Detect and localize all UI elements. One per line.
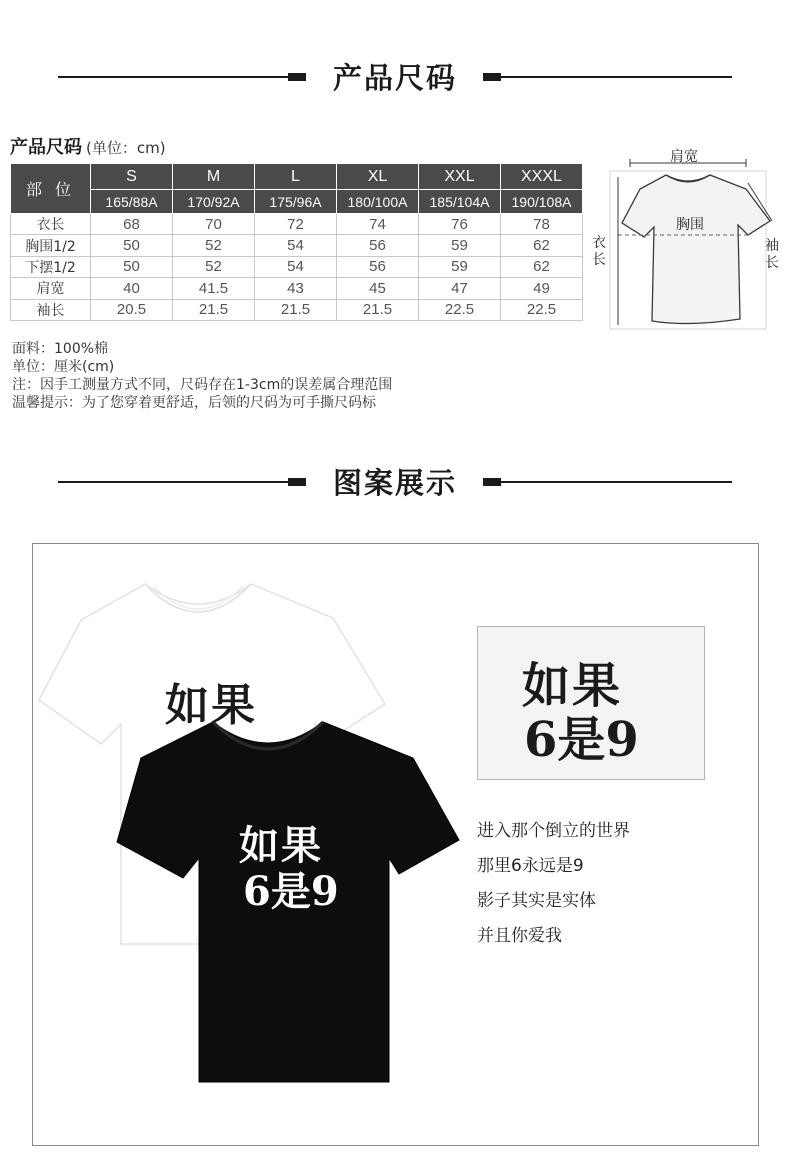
size-header-row <box>11 164 583 190</box>
table-cell: 21.5 <box>337 299 419 320</box>
tshirt-outline-icon <box>588 143 788 343</box>
poem-line: 进入那个倒立的世界 <box>477 821 630 841</box>
poem-line: 那里6永远是9 <box>477 856 584 876</box>
table-cell: 50 <box>91 235 173 256</box>
table-row <box>11 256 583 277</box>
length-label-2: 长 <box>592 252 606 268</box>
row-label: 胸围1/2 <box>11 235 91 256</box>
table-cell: 78 <box>501 214 583 235</box>
divider-dash-left <box>288 478 306 486</box>
table-cell: 50 <box>91 256 173 277</box>
divider-dash-left <box>288 73 306 81</box>
closeup-line2: 6是9 <box>524 712 639 768</box>
black-shirt-print-line1: 如果 <box>239 822 323 869</box>
size-name: XXL <box>419 164 501 190</box>
size-name: XL <box>337 164 419 190</box>
table-cell: 70 <box>173 214 255 235</box>
size-name: L <box>255 164 337 190</box>
divider-right <box>500 481 732 483</box>
table-row <box>11 299 583 320</box>
size-spec: 185/104A <box>419 190 501 214</box>
row-label: 下摆1/2 <box>11 256 91 277</box>
product-poem <box>477 814 630 954</box>
table-cell: 41.5 <box>173 278 255 299</box>
table-cell: 21.5 <box>255 299 337 320</box>
length-label-1: 衣 <box>592 235 606 251</box>
table-cell: 47 <box>419 278 501 299</box>
white-shirt-print-line1: 如果 <box>165 680 257 731</box>
table-cell: 56 <box>337 235 419 256</box>
note-line: 单位：厘米(cm) <box>12 359 115 375</box>
poem-line: 影子其实是实体 <box>477 891 596 911</box>
table-cell: 40 <box>91 278 173 299</box>
size-caption-unit: (单位：cm) <box>86 139 166 157</box>
table-cell: 62 <box>501 235 583 256</box>
sleeve-label-1: 袖 <box>765 238 779 254</box>
row-label: 肩宽 <box>11 278 91 299</box>
table-cell: 22.5 <box>501 299 583 320</box>
table-cell: 74 <box>337 214 419 235</box>
pattern-showcase <box>32 543 759 1146</box>
table-cell: 22.5 <box>419 299 501 320</box>
poem-line: 并且你爱我 <box>477 926 562 946</box>
table-cell: 72 <box>255 214 337 235</box>
size-notes <box>12 340 392 412</box>
size-name: XXXL <box>501 164 583 190</box>
sleeve-label-2: 长 <box>765 255 779 271</box>
print-closeup <box>477 626 705 780</box>
divider-right <box>500 76 732 78</box>
table-cell: 20.5 <box>91 299 173 320</box>
divider-dash-right <box>483 478 501 486</box>
size-table <box>10 163 583 321</box>
size-section-header <box>0 52 790 102</box>
table-cell: 52 <box>173 235 255 256</box>
size-spec: 175/96A <box>255 190 337 214</box>
table-cell: 62 <box>501 256 583 277</box>
black-shirt-print-line2: 6是9 <box>243 868 339 915</box>
closeup-line1: 如果 <box>522 658 623 714</box>
table-cell: 54 <box>255 235 337 256</box>
size-caption-title: 产品尺码 <box>10 137 82 158</box>
table-cell: 45 <box>337 278 419 299</box>
table-cell: 21.5 <box>173 299 255 320</box>
size-spec-row <box>11 190 583 214</box>
shoulder-label: 肩宽 <box>670 149 698 165</box>
table-cell: 59 <box>419 235 501 256</box>
note-line: 温馨提示：为了您穿着更舒适，后领的尺码为可手撕尺码标 <box>12 395 376 411</box>
size-caption <box>10 133 166 159</box>
size-spec: 165/88A <box>91 190 173 214</box>
section-title: 图案展示 <box>332 466 457 500</box>
table-corner: 部 位 <box>11 164 91 214</box>
divider-left <box>58 76 288 78</box>
note-line: 注：因手工测量方式不同，尺码存在1-3cm的误差属合理范围 <box>12 377 393 393</box>
row-label: 袖长 <box>11 299 91 320</box>
size-name: M <box>173 164 255 190</box>
divider-dash-right <box>483 73 501 81</box>
table-cell: 76 <box>419 214 501 235</box>
table-cell: 59 <box>419 256 501 277</box>
size-spec: 190/108A <box>501 190 583 214</box>
table-cell: 56 <box>337 256 419 277</box>
table-row <box>11 278 583 299</box>
measurement-diagram <box>588 143 788 343</box>
size-spec: 170/92A <box>173 190 255 214</box>
size-name: S <box>91 164 173 190</box>
size-spec: 180/100A <box>337 190 419 214</box>
table-cell: 54 <box>255 256 337 277</box>
table-row <box>11 214 583 235</box>
chest-label: 胸围 <box>676 217 704 233</box>
table-cell: 68 <box>91 214 173 235</box>
divider-left <box>58 481 288 483</box>
note-line: 面料：100%棉 <box>12 341 109 357</box>
pattern-section-header <box>0 457 790 507</box>
row-label: 衣长 <box>11 214 91 235</box>
table-row <box>11 235 583 256</box>
table-cell: 43 <box>255 278 337 299</box>
section-title: 产品尺码 <box>332 61 457 95</box>
table-cell: 49 <box>501 278 583 299</box>
table-cell: 52 <box>173 256 255 277</box>
